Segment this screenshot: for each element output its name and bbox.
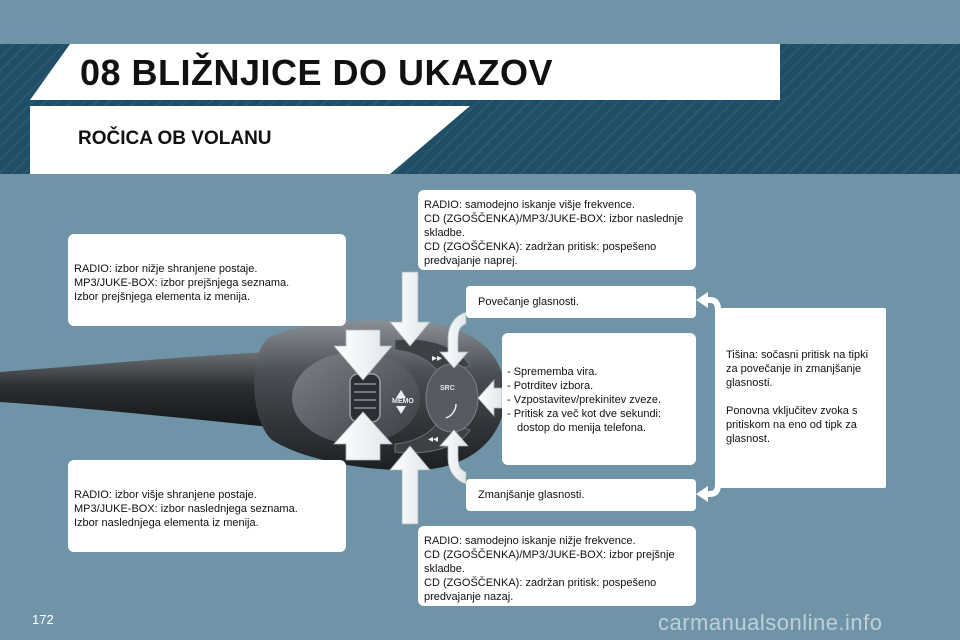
src-button[interactable] xyxy=(426,364,478,432)
callout-center: - Sprememba vira. - Potrditev izbora. - Vzpostavitev/prekinitev zveze. - Pritisk za več kot dve sekundi: dostop do menija telefona. xyxy=(502,333,696,465)
rewind-icon: ◂◂ xyxy=(428,434,439,445)
chapter-title: 08 BLIŽNJICE DO UKAZOV xyxy=(80,52,554,93)
callout-mute: Tišina: sočasni pritisk na tipki za povečanje in zmanjšanje glasnosti. Ponovna vključitev zvoka s pritiskom na eno od tipk za glasnost. xyxy=(718,308,886,488)
callout-seek-down: RADIO: samodejno iskanje nižje frekvence. CD (ZGOŠČENKA)/MP3/JUKE-BOX: izbor prejšnje skladbe. CD (ZGOŠČENKA): zadržan pritisk: pospešeno predvajanje nazaj. xyxy=(418,526,696,606)
fast-forward-icon: ▸▸ xyxy=(432,353,443,364)
page-number: 172 xyxy=(32,612,54,627)
memo-label: MEMO xyxy=(392,398,414,405)
callout-volume-up: Povečanje glasnosti. xyxy=(466,286,696,318)
mute-arrow-up-icon xyxy=(696,292,708,308)
callout-volume-down: Zmanjšanje glasnosti. xyxy=(466,479,696,511)
section-title: ROČICA OB VOLANU xyxy=(78,128,272,149)
callout-left-bottom: RADIO: izbor višje shranjene postaje. MP3/JUKE-BOX: izbor naslednjega seznama. Izbor naslednjega elementa iz menija. xyxy=(68,460,346,552)
callout-seek-up: RADIO: samodejno iskanje višje frekvence. CD (ZGOŠČENKA)/MP3/JUKE-BOX: izbor naslednje skladbe. CD (ZGOŠČENKA): zadržan pritisk: pospešeno predvajanje naprej. xyxy=(418,190,696,270)
callout-left-top: RADIO: izbor nižje shranjene postaje. MP3/JUKE-BOX: izbor prejšnjega seznama. Izbor prejšnjega elementa iz menija. xyxy=(68,234,346,326)
mute-bracket xyxy=(700,300,718,494)
watermark: carmanualsonline.info xyxy=(658,610,883,635)
mute-arrow-down-icon xyxy=(696,486,708,502)
src-label: SRC xyxy=(440,385,455,392)
